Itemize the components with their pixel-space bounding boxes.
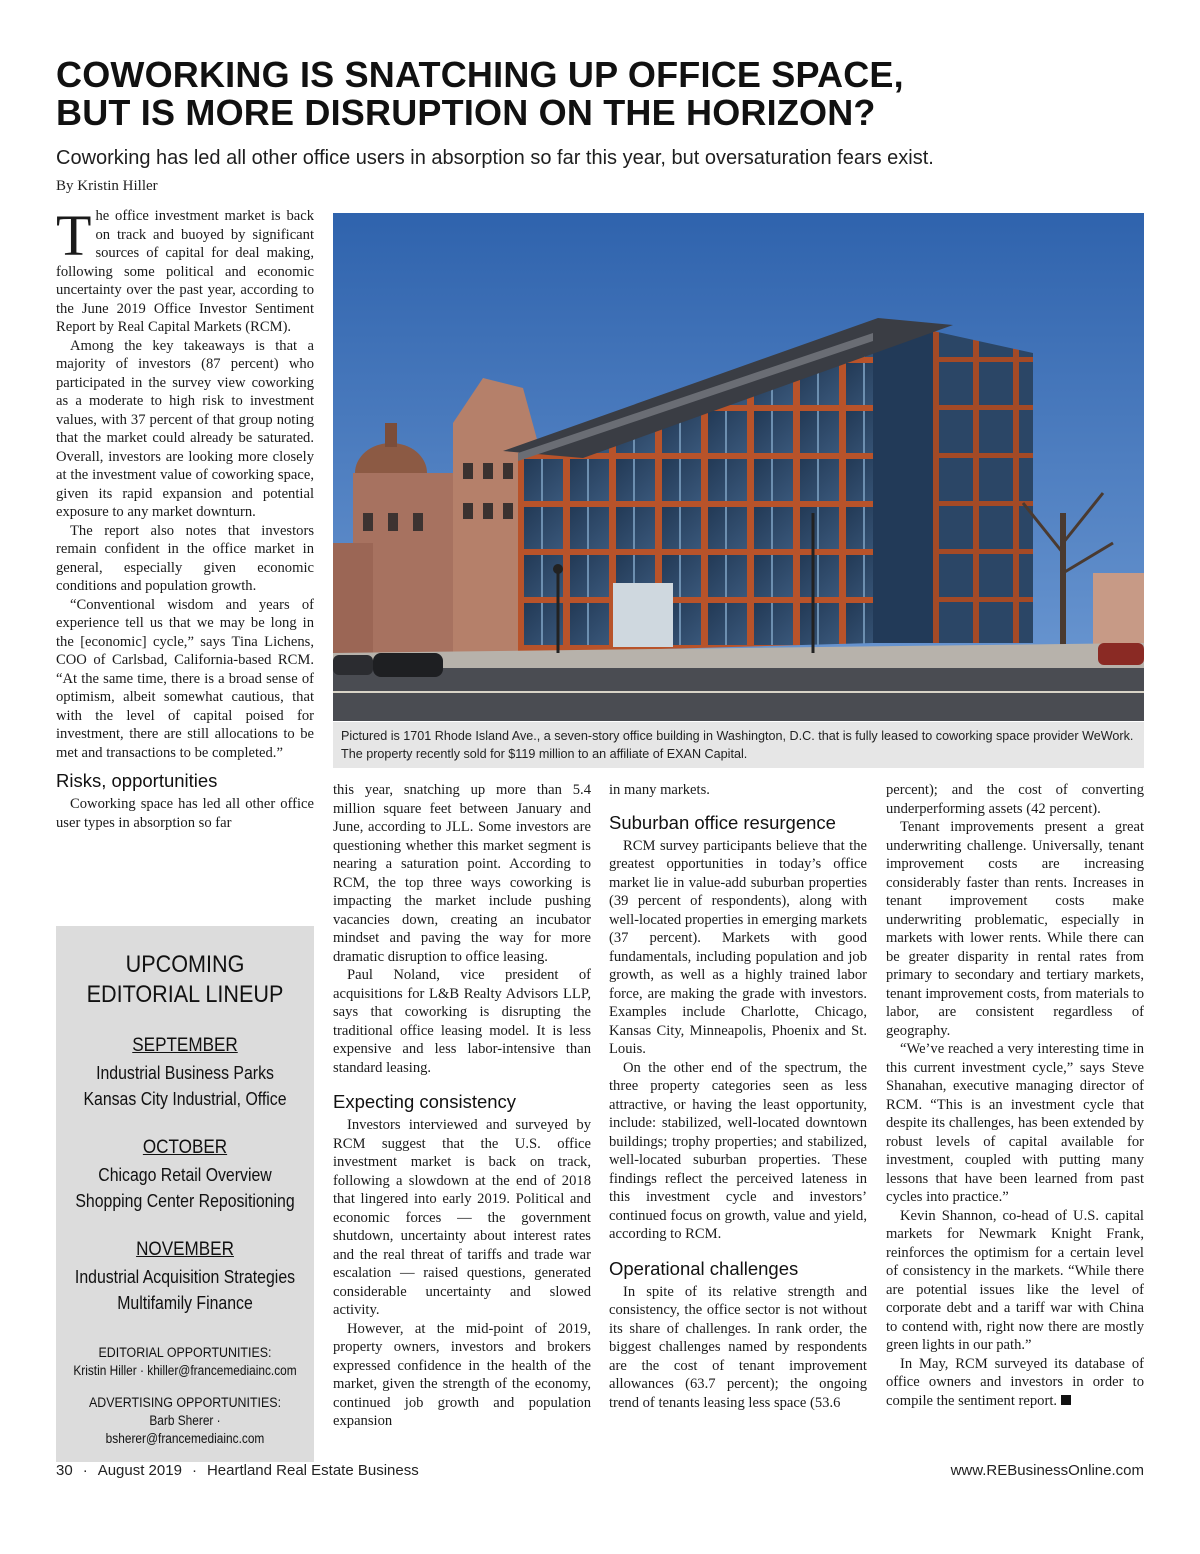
- photo-caption: Pictured is 1701 Rhode Island Ave., a seven-story office building in Washington, D.C. that is fully leased to coworking space provider WeWork. The property recently sold for $119 million to an affiliate of EXAN Capital.: [333, 722, 1144, 768]
- building-illustration: [333, 213, 1144, 721]
- paragraph-3: The report also notes that investors remain confident in the office market in general, especially given economic conditions and population growth.: [56, 522, 314, 594]
- sidebar-month-september: SEPTEMBER: [132, 1035, 238, 1056]
- page-footer: 30 · August 2019 · Heartland Real Estate Business: [56, 1462, 419, 1479]
- sidebar-item: Chicago Retail Overview: [98, 1165, 272, 1185]
- paragraph-1: [56, 203, 314, 337]
- article-deck: Coworking has led all other office users in absorption so far this year, but oversaturation fears exist.: [56, 147, 934, 169]
- subhead-operational: Operational challenges: [609, 1257, 799, 1279]
- article-column-3: [609, 781, 867, 1412]
- subhead-consistency: Expecting consistency: [333, 1091, 517, 1112]
- article-headline: [56, 56, 1156, 132]
- paragraph-10: RCM survey participants believe that the greatest opportunities in today’s office market lie in value-add suburban properties (39 percent of respondents), along with well-located properties in emerging markets (37 percent). Markets with good fundamentals, including population and job growth, as well as a highly trained labor force, are making the grade with investors. Examples include Charlotte, Chicago, Kansas City, Minneapolis, Phoenix and St. Louis.: [609, 837, 867, 1057]
- editorial-contact[interactable]: Kristin Hiller · khiller@francemediainc.com: [73, 1363, 297, 1378]
- sidebar-item: Kansas City Industrial, Office: [83, 1089, 287, 1109]
- paragraph-4: “Conventional wisdom and years of experience tell us that we may be long in the [economic] cycle,” says Tina Lichens, COO of Carlsbad, California-based RCM. “At the same time, there is a broad sense of optimism, albeit somewhat cautious, that with the level of capital poised for investment, there are still allocations to be met and transactions to be completed.”: [56, 596, 314, 761]
- headline-line-1: COWORKING IS SNATCHING UP OFFICE SPACE,: [56, 54, 904, 95]
- paragraph-7: Paul Noland, vice president of acquisitions for L&B Realty Advisors LLP, says that coworking is disrupting the traditional office leasing model. It is less expensive and less labor-intensive than standard leasing.: [333, 967, 591, 1076]
- sidebar-item: Shopping Center Repositioning: [75, 1191, 295, 1211]
- article-byline: By Kristin Hiller: [56, 178, 158, 194]
- website-link[interactable]: www.REBusinessOnline.com: [950, 1462, 1144, 1479]
- paragraph-8: Investors interviewed and surveyed by RCM suggest that the U.S. office investment market is back on track, following a slowdown at the end of 2018 that lingered into early 2019. Political and economic forces — the government shutdown, uncertainty about interest rates and the real threat of tariffs and trade war escalation — raised questions, generated considerable uncertainty and slowed activity.: [333, 1117, 591, 1318]
- editorial-opportunities-label: EDITORIAL OPPORTUNITIES:: [98, 1345, 272, 1360]
- advertising-contact[interactable]: Barb Sherer · bsherer@francemediainc.com: [105, 1413, 265, 1446]
- paragraph-2: Among the key takeaways is that a majority of investors (87 percent) who participated in the survey view coworking as a moderate to high risk to investment values, with 37 percent of that group noting that the market could already be saturated. Overall, investors are looking more closely at the investment value of coworking space, given its rapid expansion and potential exposure to any market downturn.: [56, 337, 314, 520]
- sidebar-item: Multifamily Finance: [117, 1293, 253, 1313]
- publication-name: Heartland Real Estate Business: [206, 1462, 419, 1479]
- paragraph-9: However, at the mid-point of 2019, property owners, investors and brokers expressed confidence in the health of the market, given the strength of the economy, continued job growth and population expansion: [333, 1320, 591, 1429]
- sidebar-title: UPCOMING EDITORIAL LINEUP: [86, 951, 284, 1008]
- paragraph-11: On the other end of the spectrum, the three property categories seen as less attractive, or having the least opportunity, include: stabilized, well-located downtown buildings; trophy properties; and stabilized, well-located suburban properties. These findings reflect the perceived lateness in this investment cycle and investors’ continued focus on growth, value and yield, according to RCM.: [609, 1059, 867, 1242]
- paragraph-16: [886, 1355, 1144, 1411]
- paragraph-13: Tenant improvements present a great underwriting challenge. Universally, tenant improvement costs are increasing considerably faster than rents. Increases in tenant improvement costs make underwriting problematic, especially in markets with lower rents. While there can be greater disparity in rental rates from primary to secondary and tertiary markets, tenant improvement costs, from materials to labor, are consistent regardless of geography.: [886, 819, 1144, 1039]
- subhead-risks: Risks, opportunities: [56, 770, 218, 791]
- paragraph-14: “We’ve reached a very interesting time in this current investment cycle,” says Steve Shanahan, executive managing director of RCM. “This is an investment cycle that despite its challenges, has been extended by robust levels of capital available for investment, coupled with putting many lessons that have been learned from past cycles into practice.”: [886, 1041, 1144, 1205]
- page-number: 30: [56, 1462, 73, 1479]
- building-photo: [333, 213, 1144, 721]
- sidebar-item: Industrial Acquisition Strategies: [74, 1267, 296, 1287]
- issue-date: August 2019: [97, 1462, 182, 1479]
- paragraph-12-continued: percent); and the cost of converting underperforming assets (42 percent).: [886, 782, 1144, 817]
- end-mark-icon: [1061, 1395, 1071, 1405]
- paragraph-15: Kevin Shannon, co-head of U.S. capital markets for Newmark Knight Frank, reinforces the optimism for a certain level of consistency in the markets. “While there are potential issues like the level of corporate debt and a tariff war with China to contend with, right now there are mostly green lights in our path.”: [886, 1207, 1144, 1353]
- article-column-4: [886, 781, 1144, 1410]
- advertising-opportunities-label: ADVERTISING OPPORTUNITIES:: [88, 1395, 282, 1410]
- paragraph-5-continued: this year, snatching up more than 5.4 million square feet between January and June, according to JLL. Some investors are questioning whether this market segment is nearing a saturation point. According to RCM, the top three ways coworking is impacting the market include pushing vacancies down, creating an incubator mindset and paving the way for more dramatic disruption to office leasing.: [333, 782, 591, 965]
- article-column-1: [56, 203, 314, 832]
- headline-line-2: BUT IS MORE DISRUPTION ON THE HORIZON?: [56, 92, 876, 133]
- paragraph-9-continued: in many markets.: [609, 782, 710, 798]
- paragraph-1-text: he office investment market is back on track and buoyed by significant sources of capital for deal making, following some political and economic uncertainty over the past year, according to the June 2019 Office Investor Sentiment Report by Real Capital Markets (RCM).: [56, 208, 314, 335]
- sidebar-month-october: OCTOBER: [142, 1137, 228, 1158]
- article-column-2: [333, 781, 591, 1431]
- sidebar-item: Industrial Business Parks: [96, 1063, 274, 1083]
- paragraph-12: In spite of its relative strength and consistency, the office sector is not without its share of challenges. In rank order, the biggest challenges named by respondents are the cost of tenant improvement allowances (63.7 percent); the ongoing trend of tenants leasing less space (53.6: [609, 1283, 867, 1411]
- editorial-lineup-sidebar: [56, 926, 314, 1462]
- paragraph-16-text: In May, RCM surveyed its database of office owners and investors in order to compile the sentiment report.: [886, 1355, 1144, 1409]
- paragraph-5: Coworking space has led all other office user types in absorption so far: [56, 796, 314, 831]
- sidebar-month-november: NOVEMBER: [136, 1239, 234, 1260]
- drop-cap: T: [56, 203, 92, 268]
- subhead-suburban: Suburban office resurgence: [609, 811, 836, 833]
